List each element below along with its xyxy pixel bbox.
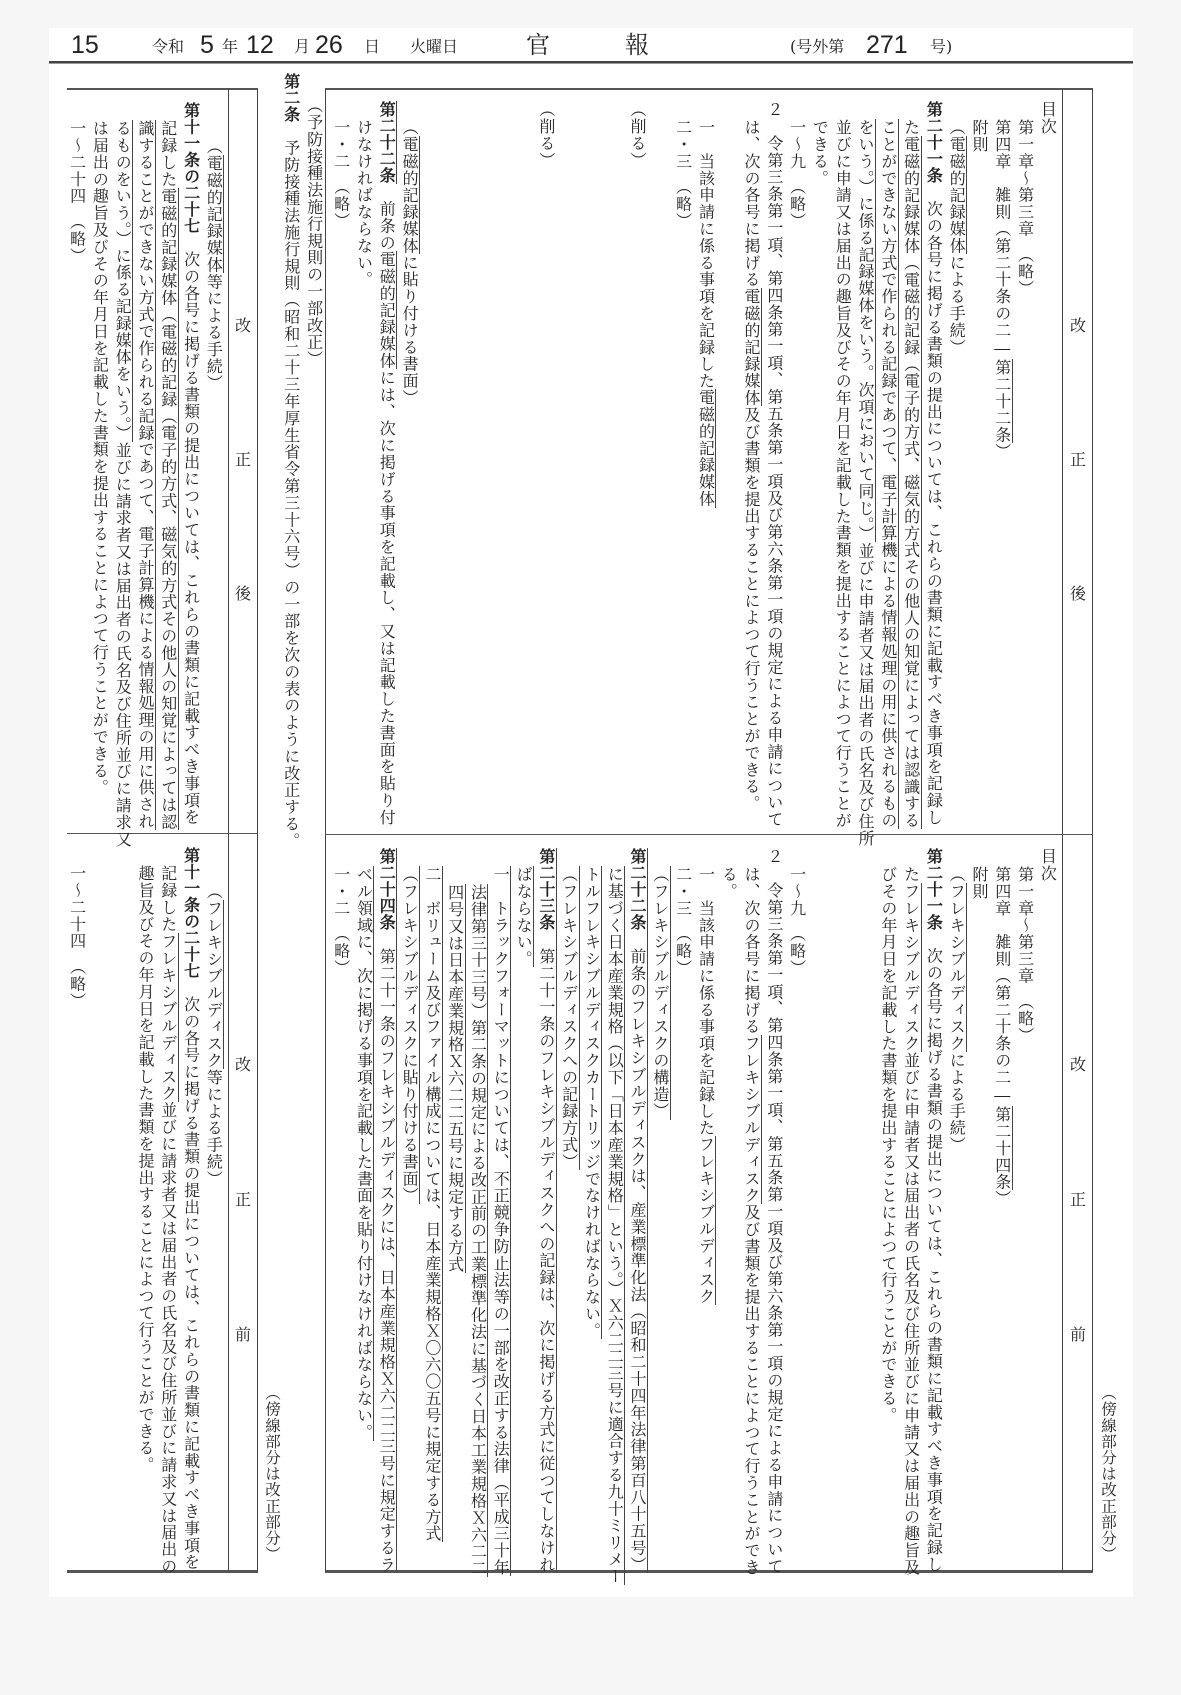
text-line <box>739 101 762 834</box>
sub-amended-text <box>65 89 224 848</box>
weekday: 火曜日 <box>410 37 459 56</box>
text-line <box>922 101 945 834</box>
text-segment: 及び書類を提出することによつて行うことができる。 <box>742 406 762 812</box>
underline-note-right: （傍線部分は改正部分） <box>1099 1385 1117 1563</box>
text-segment: 次の各号に掲げる書類の提出については、これらの書類に記載すべき事項を記録し <box>924 930 944 1573</box>
text-line <box>202 102 225 833</box>
text-line <box>694 101 717 834</box>
label-char: 改 <box>1069 1055 1086 1074</box>
text-segment: 等による手続） <box>204 273 224 392</box>
main-amended-text <box>326 89 1058 847</box>
page-number: 15 <box>71 31 99 59</box>
label-char: 正 <box>1069 450 1086 469</box>
text-segment: 並びに請求者又は届出者の氏名及び住所並びに請求又は届出の <box>158 1101 178 1575</box>
text-line <box>602 848 625 1585</box>
text-segment: 第四章 雑則（第二十条の二― <box>992 119 1012 359</box>
text-line <box>1036 848 1059 1572</box>
article-2-body <box>279 73 302 873</box>
text-line <box>443 848 466 1572</box>
amended-text: ばならない。 <box>514 866 534 968</box>
text-segment: 等による手続） <box>204 1068 224 1188</box>
label-char: 改 <box>234 1055 251 1074</box>
text-segment: 第四章 雑則（第二十条の二― <box>992 866 1012 1106</box>
text-line <box>625 848 648 1572</box>
text-line <box>397 848 420 1572</box>
text-line <box>990 101 1013 834</box>
text-segment: 附則 <box>970 866 989 900</box>
label-char: 前 <box>234 1325 251 1344</box>
text-line <box>534 848 557 1572</box>
text-line <box>156 102 179 833</box>
label-char: 正 <box>234 450 251 469</box>
text-line <box>397 101 420 834</box>
text-line <box>967 848 990 1572</box>
text-line <box>466 848 489 1577</box>
label-char: 後 <box>1069 584 1086 603</box>
amended-text: をいう。）に係る記録媒体をいう。次項において同じ。） <box>856 119 876 543</box>
text-segment: できる。 <box>810 119 830 187</box>
text-segment: による手続） <box>947 254 967 356</box>
article-2-text <box>279 73 325 873</box>
text-segment: （ <box>947 866 967 883</box>
text-segment: 並びに申請者又は届出者の氏名及び住所 <box>856 542 876 847</box>
amended-text: 第二十二条 <box>992 358 1012 444</box>
text-line <box>1036 101 1059 834</box>
text-line <box>179 847 202 1572</box>
text-line <box>762 101 785 834</box>
text-line <box>716 848 739 1572</box>
issue-prefix: (号外第 <box>790 37 845 56</box>
amended-text: ことができない方式で作られる記録であつて、電子計算機による情報処理の用に供されるもの <box>878 119 898 829</box>
amended-text: 電磁的記録媒体 <box>377 251 397 370</box>
text-segment: 次の各号に掲げる書類の提出については、これらの書類に記載すべき事項を <box>181 234 201 826</box>
text-line <box>65 102 88 833</box>
text-line <box>694 848 717 1572</box>
text-line <box>808 101 831 834</box>
text-segment: た <box>901 119 921 136</box>
text-line <box>511 848 534 1572</box>
blank-line <box>511 101 534 834</box>
date-era: 令和 <box>152 37 185 56</box>
text-segment: 目次 <box>1038 848 1058 882</box>
text-line <box>625 101 648 834</box>
text-line <box>329 848 352 1572</box>
date-day-unit: 日 <box>364 37 381 56</box>
sub-original-text <box>65 834 224 1575</box>
text-segment: （ <box>947 119 967 136</box>
text-segment: （ <box>204 138 224 155</box>
text-line <box>899 101 922 834</box>
gazette-title-2: 報 <box>625 31 649 59</box>
text-line <box>944 101 967 834</box>
amended-text: 第二十四条 <box>992 1105 1012 1191</box>
text-line <box>329 101 352 834</box>
article-number: 第十一条の二十七 <box>181 847 201 979</box>
article-2-heading <box>302 73 325 873</box>
text-line <box>65 847 88 1572</box>
article-number: 第二十一条 <box>924 101 944 184</box>
text-line <box>739 848 762 1576</box>
gazette-title-1: 官 <box>526 31 550 59</box>
text-segment: 次の各号に掲げる書類の提出については、これらの書類に記載すべき事項を <box>181 979 201 1571</box>
text-line <box>830 101 853 834</box>
amended-text: 電磁的記録媒体 <box>696 389 716 508</box>
article-number: 第二十四条 <box>377 848 397 931</box>
amended-text: フレキシブルディスク <box>742 1035 762 1204</box>
amended-text: 識することができない方式で作られる記録であつて、電子計算機による情報処理の用に供され <box>136 120 155 830</box>
text-segment: 一 当該申請に係る事項を記録した <box>696 119 716 390</box>
text-line <box>990 848 1013 1572</box>
text-segment: 並びに申請又は届出の趣旨及びその年月日を記載した書類を提出することによつて行うことが <box>833 119 853 829</box>
text-segment: 一 当該申請に係る事項を記録した <box>696 866 716 1137</box>
text-segment: ２ 令第三条第一項、第四条第一項、第五条第一項及び第六条第一項の規定による申請について <box>764 848 784 1575</box>
text-line <box>944 848 967 1572</box>
amended-text: 電磁的記録媒体 <box>742 288 762 407</box>
text-segment: びその年月日を記載した書類を提出することによつて行うことができる。 <box>878 866 898 1424</box>
text-segment: 及び書類を提出することによつて行うことができ <box>742 1204 762 1576</box>
amended-text: 一 トラックフォーマットについては、不正競争防止法等の一部を改正する法律（平成三十年 <box>491 866 511 1576</box>
text-line <box>785 101 808 834</box>
amended-text: （フレキシブルディスクに貼り付ける書面） <box>400 866 420 1204</box>
underline-note-left: （傍線部分は改正部分） <box>263 1385 281 1563</box>
text-line <box>899 848 922 1576</box>
text-line <box>853 101 876 847</box>
amended-text: トルフレキシブルディスクカートリッジでなければならない。 <box>582 866 602 1340</box>
text-line <box>202 847 225 1572</box>
date-year-unit: 年 <box>222 37 239 56</box>
text-line <box>648 848 671 1572</box>
text-line <box>671 101 694 834</box>
text-segment: 並びに請求者又は届出者の氏名及び住所並びに請求又 <box>113 442 133 848</box>
amended-text: 電磁的記録媒体 <box>400 135 420 255</box>
amended-text: 電磁的記録媒体（電磁的記録（電子的方式、磁気的方式その他人の知覚によっては認識する <box>901 135 921 829</box>
text-line <box>420 848 443 1572</box>
text-segment: 一・二 （略） <box>331 866 351 977</box>
article-number: 第二十二条 <box>628 848 648 931</box>
amended-text: フレキシブルディスク <box>158 932 178 1102</box>
text-segment: には、次に掲げる事項を記載し、又は記載した書面を貼り付 <box>377 369 397 826</box>
label-char: 改 <box>1069 316 1086 335</box>
text-segment: 第一章～第三章 （略） <box>1015 866 1035 1044</box>
text-segment: 一～九 （略） <box>787 866 807 977</box>
amended-text: 二 ボリューム及びファイル構成については、日本産業規格Ｘ〇六〇五号に規定する方式 <box>422 866 442 1542</box>
text-line <box>557 848 580 1572</box>
amended-text: （フレキシブルディスクの構造） <box>650 866 670 1120</box>
blank-line <box>110 847 133 1572</box>
text-segment: 目次 <box>1038 101 1058 135</box>
text-line <box>671 848 694 1572</box>
text-segment: ） <box>992 443 1012 461</box>
main-original-text <box>326 835 1058 1585</box>
date-year: 5 <box>200 31 214 59</box>
header-rule <box>49 61 1133 64</box>
text-line <box>922 848 945 1572</box>
blank-line <box>648 101 671 834</box>
blank-line <box>488 101 511 834</box>
text-line <box>352 101 375 834</box>
text-line <box>876 848 899 1572</box>
amended-text: 第二十一条のフレキシブルディスクへの記録は、次に掲げる方式に従つてしなけれ <box>536 930 556 1573</box>
text-segment: 二・三 （略） <box>673 866 693 977</box>
text-line <box>133 102 156 833</box>
text-line <box>156 847 179 1575</box>
text-line <box>967 101 990 834</box>
amended-text: 電磁的記録媒体（電磁的記録（電子的方式、磁気的方式その他人の知覚によっては認 <box>158 187 178 830</box>
amended-text: （フレキシブルディスクへの記録方式） <box>559 866 579 1171</box>
blank-line <box>716 101 739 834</box>
amended-text: フレキシブルディスク <box>696 1136 716 1306</box>
text-segment: 次の各号に掲げる書類の提出については、これらの書類に記載すべき事項を記録し <box>924 183 944 826</box>
blank-line <box>443 101 466 834</box>
blank-line <box>420 101 443 834</box>
text-segment: 二・三 （略） <box>673 119 693 230</box>
blank-line <box>853 848 876 1572</box>
article-number: 第二条 <box>281 73 301 123</box>
text-segment: 一～二十四 （略） <box>67 120 87 265</box>
text-line <box>352 848 375 1572</box>
text-segment: は届出の趣旨及びその年月日を記載した書類を提出することによつて行うことができる。 <box>90 120 110 796</box>
text-line <box>762 848 785 1575</box>
article-number: 第二十一条 <box>924 848 944 931</box>
amended-text: 前条のフレキシブルディスクは、産業標準化法（昭和二十四年法律第百八十五号） <box>628 930 648 1573</box>
text-segment: 並びに申請者又は届出者の氏名及び住所並びに申請又は届出の趣旨及 <box>901 1051 921 1576</box>
date-month: 12 <box>246 31 274 59</box>
text-segment: （削る） <box>628 101 648 169</box>
text-segment: 一～九 （略） <box>787 119 807 230</box>
blank-line <box>580 101 603 834</box>
label-char: 正 <box>1069 1190 1086 1209</box>
sub-label-divider <box>228 89 229 1572</box>
text-segment: 前条の <box>377 183 397 252</box>
text-segment: は、次の各号に掲げる <box>742 866 762 1035</box>
text-line <box>374 101 397 834</box>
article-number: 第十一条の二十七 <box>181 102 201 234</box>
text-segment: （ <box>400 119 420 136</box>
text-line <box>179 102 202 833</box>
text-segment: 一～二十四 （略） <box>67 865 87 1010</box>
text-line <box>488 848 511 1576</box>
text-segment: 附則 <box>970 119 989 153</box>
article-number: 第二十二条 <box>377 101 397 184</box>
text-segment: ２ 令第三条第一項、第四条第一項、第五条第一項及び第六条第一項の規定による申請について <box>764 101 784 828</box>
label-char: 前 <box>1069 1325 1086 1344</box>
text-segment: た <box>901 866 921 883</box>
text-segment: る。 <box>719 866 739 900</box>
amended-text: に基づく日本産業規格（以下「日本産業規格」という。）Ｘ六二二三号に適合する九十ミリメー <box>605 866 625 1585</box>
label-char: 後 <box>234 584 251 603</box>
text-segment: （ <box>204 883 224 900</box>
article-heading: （予防接種法施行規則の一部改正） <box>304 97 324 368</box>
text-segment: 一・二 （略） <box>331 119 351 230</box>
article-number: 第二十三条 <box>536 848 556 931</box>
text-segment: 第一章～第三章 （略） <box>1015 119 1035 297</box>
amended-text: フレキシブルディスク <box>204 899 224 1069</box>
text-segment: 記録した <box>158 865 178 933</box>
amended-text: フレキシブルディスク <box>947 882 967 1052</box>
blank-line <box>602 101 625 834</box>
blank-line <box>88 847 111 1572</box>
text-line <box>110 102 133 848</box>
amended-text: 第二十一条のフレキシブルディスクには、日本産業規格Ｘ六二二三号に規定するラ <box>377 930 397 1573</box>
text-line <box>1013 101 1036 834</box>
text-line <box>785 848 808 1572</box>
text-segment: ） <box>992 1190 1012 1208</box>
text-segment: は、次の各号に掲げる <box>742 119 762 288</box>
amended-text: ベル領域に、次に掲げる事項を記載した書面を貼り付けなければならない。 <box>354 866 374 1441</box>
text-segment: による手続） <box>947 1051 967 1154</box>
label-char: 正 <box>234 1190 251 1209</box>
amended-text: 四号又は日本産業規格Ｘ六二二五号に規定する方式 <box>445 884 465 1273</box>
text-line <box>133 847 156 1572</box>
blank-line <box>557 101 580 834</box>
amended-text: 電磁的記録媒体 <box>947 135 967 255</box>
date-month-unit: 月 <box>294 37 311 56</box>
amended-text: フレキシブルディスク <box>901 882 921 1052</box>
text-line <box>88 102 111 833</box>
issue-number: 271 <box>866 31 908 59</box>
text-segment: 記録した <box>158 120 178 188</box>
main-label-divider <box>1062 89 1063 1572</box>
issue-suffix: 号) <box>930 37 953 56</box>
text-line <box>534 101 557 834</box>
text-line <box>374 848 397 1572</box>
blank-line <box>830 848 853 1572</box>
text-segment: けなければならない。 <box>354 119 374 288</box>
text-line <box>1013 848 1036 1572</box>
amended-text: るものをいう。）に係る記録媒体をいう。） <box>113 120 133 442</box>
label-char: 改 <box>234 316 251 335</box>
text-line <box>876 101 899 834</box>
amended-text: 法律第三十三号）第二条の規定による改正前の工業標準化法に基づく日本工業規格Ｘ六二二 <box>468 884 488 1577</box>
text-line <box>580 848 603 1572</box>
date-day: 26 <box>315 31 343 59</box>
text-segment: 趣旨及びその年月日を記載した書類を提出することによつて行うことができる。 <box>136 865 155 1474</box>
blank-line <box>808 848 831 1572</box>
amended-text: 電磁的記録媒体 <box>204 154 224 274</box>
text-segment: （削る） <box>536 101 556 169</box>
text-segment: に貼り付ける書面） <box>400 254 420 407</box>
article-body: 予防接種法施行規則（昭和二十三年厚生省令第三十六号）の一部を次の表のように改正する。 <box>281 122 301 850</box>
blank-line <box>466 101 489 834</box>
